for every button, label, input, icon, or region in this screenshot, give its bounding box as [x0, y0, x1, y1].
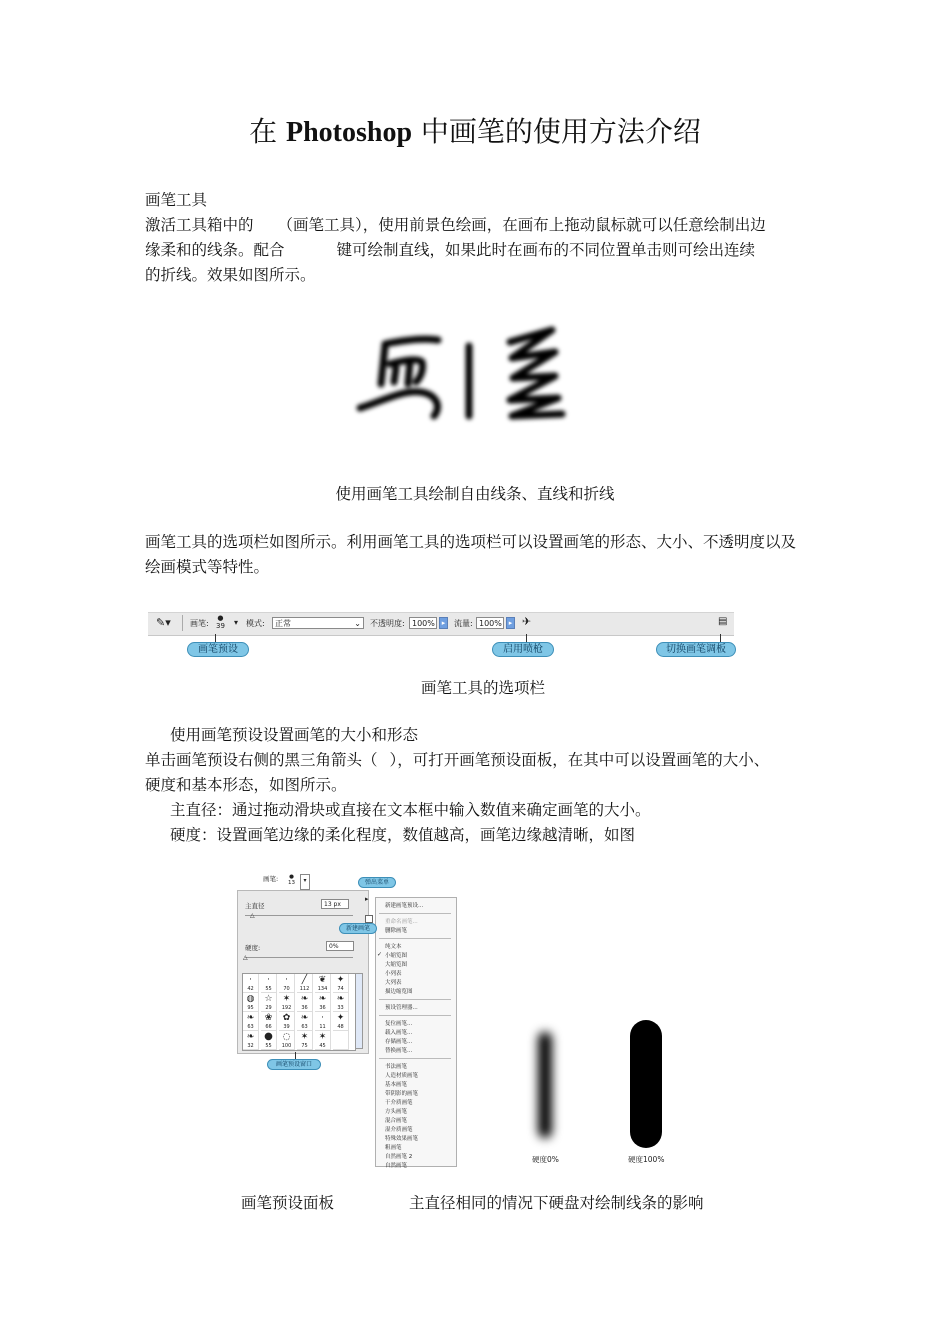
brush-strokes-figure [350, 318, 575, 428]
dropdown-arrow-icon[interactable]: ▾ [300, 874, 310, 890]
hardness-demo-figure [520, 1010, 680, 1170]
menu-item[interactable]: 预设管理器... [385, 1005, 418, 1011]
mode-label: 模式: [246, 619, 265, 628]
brush-tip-icon: · [267, 975, 270, 985]
brush-tip-cell[interactable] [279, 1031, 295, 1050]
brush-tip-size: 36 [301, 1005, 308, 1011]
menu-separator [379, 999, 451, 1000]
brush-size: 39 [216, 622, 225, 630]
brush-tip-icon: ❧ [246, 1013, 255, 1023]
brush-tip-cell[interactable] [279, 1012, 295, 1031]
brush-tip-size: 55 [265, 1043, 272, 1049]
menu-item[interactable]: 重命名画笔... [385, 919, 418, 925]
brush-tip-size: 66 [265, 1024, 272, 1030]
menu-item[interactable]: 书法画笔 [385, 1064, 408, 1070]
section-heading: 使用画笔预设设置画笔的大小和形态 [170, 726, 419, 744]
brush-tip-cell[interactable] [297, 1031, 313, 1050]
menu-item[interactable]: 特殊效果画笔 [385, 1136, 419, 1142]
menu-item[interactable]: 纯文本 [385, 944, 402, 950]
brush-tip-size: 29 [265, 1005, 272, 1011]
menu-separator [379, 1058, 451, 1059]
callout-preset-window: 画笔预设窗口 [267, 1059, 321, 1070]
brush-tip-icon: ✿ [282, 1013, 291, 1023]
preset-brush-label: 画笔: [263, 875, 279, 883]
brush-tip-cell[interactable] [333, 1031, 349, 1050]
menu-item[interactable]: 替换画笔... [385, 1048, 413, 1054]
opacity-arrow-icon[interactable]: ▸ [439, 617, 448, 629]
brush-tip-size: 75 [301, 1043, 308, 1049]
hardness-input[interactable]: 0% [326, 941, 354, 951]
freehand-stroke [360, 339, 438, 416]
brush-tip-cell[interactable] [279, 974, 295, 993]
menu-separator [379, 938, 451, 939]
brush-preset-panel [237, 890, 369, 1054]
menu-item[interactable]: 干介质画笔 [385, 1100, 413, 1106]
section-brush-preset [145, 723, 810, 848]
brush-tip-cell[interactable] [315, 974, 331, 993]
menu-item[interactable]: 带阴影的画笔 [385, 1091, 419, 1097]
slider-handle-icon[interactable]: △ [250, 912, 255, 919]
brush-tip-icon: ✶ [318, 1032, 327, 1042]
chevron-down-icon: ⌄ [354, 619, 361, 628]
brush-tip-cell[interactable] [261, 1012, 277, 1031]
section-options-bar-intro: 画笔工具的选项栏如图所示。利用画笔工具的选项栏可以设置画笔的形态、大小、不透明度以及绘画模式等特性。 [145, 533, 797, 576]
soft-stroke [538, 1032, 552, 1138]
page-title: 在 Photoshop 中画笔的使用方法介绍 [249, 115, 701, 148]
brush-tip-size: 134 [317, 986, 328, 992]
diameter-label: 主直径 [245, 902, 265, 910]
brush-tip-icon: ✦ [336, 1013, 345, 1023]
callout-line [720, 634, 721, 642]
flow-arrow-icon[interactable]: ▸ [506, 617, 515, 629]
new-brush-icon[interactable] [365, 915, 373, 923]
brush-palette-toggle-icon[interactable]: ▤ [718, 616, 728, 627]
callout-new-brush: 新建画笔 [339, 923, 377, 934]
brush-tip-size: 39 [283, 1024, 290, 1030]
menu-separator [379, 1015, 451, 1016]
callout-toggle-palette: 切换画笔调板 [656, 642, 736, 657]
brush-tip-size: 112 [299, 986, 310, 992]
diameter-input[interactable]: 13 px [321, 899, 349, 909]
hardness-0-label: 硬度0% [532, 1155, 559, 1164]
brush-tip-icon: ✶ [300, 1032, 309, 1042]
brush-tip-size: 36 [319, 1005, 326, 1011]
brush-preset-picker[interactable] [216, 614, 225, 630]
brush-tip-cell[interactable] [333, 993, 349, 1012]
callout-line [526, 634, 527, 642]
grid-scrollbar[interactable] [355, 973, 363, 1049]
brush-tip-size: 63 [301, 1024, 308, 1030]
section-brush-tool [145, 188, 810, 288]
opacity-label: 不透明度: [370, 619, 405, 628]
brush-tip-icon: ❧ [336, 994, 345, 1004]
menu-item[interactable]: 删除画笔 [385, 928, 408, 934]
popup-menu-arrow-icon[interactable]: ▸ [365, 895, 369, 903]
brush-tip-size: 63 [247, 1024, 254, 1030]
brush-tip-icon: ◍ [246, 994, 255, 1004]
callout-airbrush: 启用喷枪 [492, 642, 554, 657]
separator [182, 615, 183, 631]
brush-tip-cell[interactable] [279, 993, 295, 1012]
brush-tip-icon: ❧ [300, 1013, 309, 1023]
brush-tip-cell[interactable] [243, 1031, 259, 1050]
brush-tip-icon: ❧ [246, 1032, 255, 1042]
callout-popup-menu: 弹出菜单 [358, 877, 396, 888]
mode-select[interactable]: 正常 ⌄ [272, 617, 364, 629]
menu-item[interactable]: 复位画笔... [385, 1021, 413, 1027]
hardness-100-label: 硬度100% [628, 1155, 665, 1164]
section-heading: 画笔工具 [145, 191, 208, 209]
slider-handle-icon[interactable]: △ [243, 954, 248, 961]
brush-tip-size: 192 [281, 1005, 292, 1011]
menu-item[interactable]: 小列表 [385, 971, 402, 977]
brush-tip-cell[interactable] [297, 993, 313, 1012]
popup-menu [375, 897, 457, 1167]
brush-tip-cell[interactable] [261, 1031, 277, 1050]
brush-tip-cell[interactable] [333, 1012, 349, 1031]
paragraph-line: 激活工具箱中的 （画笔工具），使用前景色绘画，在画布上拖动鼠标就可以任意绘制出边 [145, 216, 766, 234]
brush-tip-cell[interactable] [243, 974, 259, 993]
brush-tip-size: 45 [319, 1043, 326, 1049]
brush-tip-icon: · [321, 1013, 324, 1023]
menu-item[interactable]: 小缩览图 [385, 953, 408, 959]
menu-item[interactable]: 自然画笔 2 [385, 1154, 413, 1160]
flow-label: 流量: [454, 619, 473, 628]
brush-tip-cell[interactable] [243, 993, 259, 1012]
flow-input[interactable]: 100% [476, 617, 504, 629]
brush-tip-icon: · [249, 975, 252, 985]
brush-tip-icon: · [285, 975, 288, 985]
menu-item[interactable]: 描边缩览图 [385, 989, 413, 995]
diameter-slider[interactable] [245, 915, 353, 916]
menu-item[interactable]: 人造材质画笔 [385, 1073, 419, 1079]
brush-tip-cell[interactable] [297, 1012, 313, 1031]
menu-item[interactable]: 混合画笔 [385, 1118, 408, 1124]
paragraph-line: 主直径：通过拖动滑块或直接在文本框中输入数值来确定画笔的大小。 [170, 801, 651, 819]
menu-item[interactable]: 载入画笔... [385, 1030, 413, 1036]
menu-item[interactable]: 基本画笔 [385, 1082, 408, 1088]
menu-item[interactable]: 自然画笔 [385, 1163, 408, 1169]
brush-tip-cell[interactable] [297, 974, 313, 993]
brush-dot-icon: ● [217, 614, 224, 622]
menu-item[interactable]: 湿介质画笔 [385, 1127, 413, 1133]
brush-tip-size: 100 [281, 1043, 292, 1049]
figure-caption-left: 画笔预设面板 [241, 1194, 335, 1212]
brush-tip-icon: ● [264, 1031, 273, 1042]
polyline-stroke [510, 330, 562, 416]
brush-tip-icon: ◌ [282, 1032, 291, 1042]
brush-tool-icon[interactable]: ✎▾ [156, 616, 171, 629]
check-icon: ✓ [377, 951, 383, 958]
paragraph-line: 的折线。效果如图所示。 [145, 266, 316, 284]
brush-tip-size: 95 [247, 1005, 254, 1011]
paragraph-line: 硬度：设置画笔边缘的柔化程度，数值越高，画笔边缘越清晰，如图 [170, 826, 636, 844]
brush-tip-cell[interactable] [243, 1012, 259, 1031]
menu-item[interactable]: 粗画笔 [385, 1145, 402, 1151]
brush-tip-size: 11 [319, 1024, 326, 1030]
dropdown-arrow-icon[interactable]: ▾ [234, 618, 239, 627]
menu-item[interactable]: 方头画笔 [385, 1109, 408, 1115]
airbrush-icon[interactable]: ✈ [522, 615, 532, 628]
brush-tip-icon: ❧ [318, 994, 327, 1004]
preset-brush-picker[interactable]: ● 13 [288, 874, 295, 886]
paragraph-line: 单击画笔预设右侧的黑三角箭头（ ），可打开画笔预设面板，在其中可以设置画笔的大小、 [145, 751, 770, 769]
callout-line [215, 634, 216, 642]
brush-tip-icon: ╱ [301, 975, 308, 985]
menu-item[interactable]: 存储画笔... [385, 1039, 413, 1045]
hardness-label: 硬度: [245, 944, 261, 952]
brush-options-bar [148, 612, 734, 636]
brush-tip-icon: ❀ [264, 1013, 273, 1023]
hard-stroke [630, 1020, 662, 1148]
hardness-slider[interactable] [245, 957, 353, 958]
figure-caption: 画笔工具的选项栏 [420, 679, 545, 697]
callout-brush-preset: 画笔预设 [187, 642, 249, 657]
brush-tip-cell[interactable] [315, 993, 331, 1012]
brush-tip-icon: ☆ [264, 994, 273, 1004]
brush-tip-size: 42 [247, 986, 254, 992]
brush-label: 画笔: [190, 619, 209, 628]
paragraph-line: 缘柔和的线条。配合 键可绘制直线，如果此时在画布的不同位置单击则可绘出连续 [145, 241, 756, 259]
brush-tip-size: 33 [337, 1005, 344, 1011]
brush-tip-cell[interactable] [315, 1012, 331, 1031]
brush-tip-size: 55 [265, 986, 272, 992]
brush-tip-grid [242, 973, 356, 1051]
callout-line [295, 1052, 296, 1059]
paragraph-line: 硬度和基本形态，如图所示。 [145, 776, 347, 794]
menu-separator [379, 913, 451, 914]
menu-item[interactable]: 新建画笔预设... [385, 903, 424, 909]
brush-tip-size: 70 [283, 986, 290, 992]
brush-tip-icon: ❦ [318, 975, 327, 985]
brush-tip-size: 74 [337, 986, 344, 992]
menu-item[interactable]: 大缩览图 [385, 962, 408, 968]
brush-tip-cell[interactable] [333, 974, 349, 993]
brush-tip-cell[interactable] [315, 1031, 331, 1050]
brush-tip-icon: ❧ [300, 994, 309, 1004]
brush-tip-size: 32 [247, 1043, 254, 1049]
figure-caption-right: 主直径相同的情况下硬盘对绘制线条的影响 [409, 1194, 704, 1212]
figure-caption: 使用画笔工具绘制自由线条、直线和折线 [335, 485, 615, 503]
brush-tip-icon: ✶ [282, 994, 291, 1004]
brush-tip-size: 48 [337, 1024, 344, 1030]
opacity-input[interactable]: 100% [409, 617, 437, 629]
brush-tip-icon: ✦ [336, 975, 345, 985]
brush-tip-cell[interactable] [261, 974, 277, 993]
brush-tip-cell[interactable] [261, 993, 277, 1012]
menu-item[interactable]: 大列表 [385, 980, 402, 986]
